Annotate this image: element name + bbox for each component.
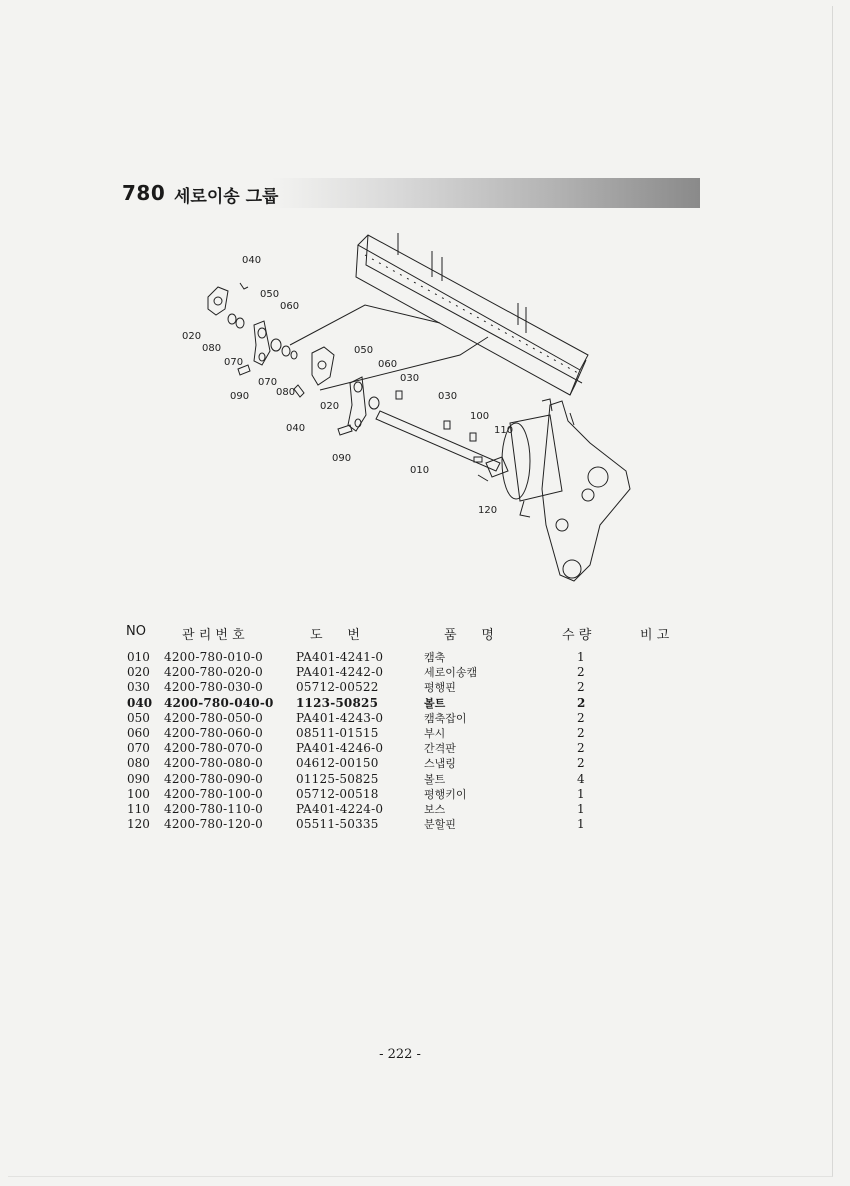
cell-management-number: 4200-780-050-0 [164, 710, 263, 725]
table-row [124, 787, 694, 802]
cell-management-number: 4200-780-090-0 [164, 771, 263, 786]
cell-part-name: 세로이송캠 [424, 666, 478, 680]
section-title: 세로이송 그룹 [174, 187, 279, 207]
page-number: - 222 - [379, 1047, 421, 1062]
cell-part-name: 스냅링 [424, 757, 456, 771]
header-quantity: 수 량 [562, 628, 592, 643]
callout-060: 060 [280, 301, 300, 312]
cell-part-name: 캠축 [424, 651, 446, 664]
header-remarks: 비 고 [640, 628, 670, 643]
section-number: 780 [122, 181, 166, 205]
cell-management-number: 4200-780-100-0 [164, 786, 263, 801]
table-row [124, 817, 694, 832]
cell-management-number: 4200-780-030-0 [164, 680, 263, 695]
cell-part-name: 평행핀 [424, 681, 456, 695]
cell-drawing-number: PA401-4241-0 [296, 650, 384, 664]
cell-drawing-number: 05712-00522 [296, 680, 379, 695]
header-no: NO [126, 624, 146, 639]
cell-management-number: 4200-780-080-0 [164, 756, 263, 771]
table-row [124, 726, 694, 741]
cell-quantity: 1 [577, 801, 585, 816]
parts-table [124, 624, 694, 832]
cell-part-name: 볼트 [424, 696, 446, 710]
table-header [124, 624, 694, 646]
callout-080: 080 [276, 387, 296, 398]
cell-management-number: 4200-780-020-0 [164, 665, 263, 680]
cell-drawing-number: 05511-50335 [296, 817, 379, 832]
cell-part-name: 간격판 [424, 742, 456, 756]
callout-020: 020 [182, 331, 202, 342]
table-row [124, 650, 694, 665]
cell-no: 090 [127, 771, 150, 786]
cell-quantity: 2 [577, 756, 585, 771]
cell-part-name: 평행키이 [424, 787, 467, 801]
exploded-parts-diagram [170, 225, 650, 595]
callout-110: 110 [494, 425, 514, 436]
cam-left [208, 283, 248, 315]
callout-030: 030 [400, 373, 420, 384]
cell-management-number: 4200-780-060-0 [164, 725, 263, 740]
table-row [124, 772, 694, 787]
callout-040: 040 [286, 423, 306, 434]
callout-090: 090 [332, 453, 352, 464]
header-management-number: 관 리 번 호 [182, 628, 245, 643]
callout-070: 070 [224, 357, 244, 368]
cell-quantity: 1 [577, 817, 585, 832]
table-row [124, 741, 694, 756]
table-row [124, 802, 694, 817]
cell-part-name: 볼트 [424, 772, 446, 786]
gearbox [502, 399, 630, 581]
cell-quantity: 4 [577, 771, 585, 786]
cell-drawing-number: 08511-01515 [296, 725, 379, 740]
cell-drawing-number: PA401-4224-0 [296, 801, 384, 816]
cell-drawing-number: 1123-50825 [296, 695, 379, 710]
cell-drawing-number: PA401-4246-0 [296, 741, 384, 756]
cell-no: 080 [127, 756, 150, 771]
header-drawing-number: 도 번 [310, 628, 360, 643]
callout-090: 090 [230, 391, 250, 402]
frame-rail [356, 233, 588, 395]
callout-010: 010 [410, 465, 430, 476]
cell-drawing-number: PA401-4243-0 [296, 710, 384, 725]
cell-quantity: 2 [577, 665, 585, 680]
cell-quantity: 2 [577, 725, 585, 740]
cell-no: 050 [127, 710, 150, 725]
callout-080: 080 [202, 343, 222, 354]
callout-100: 100 [470, 411, 490, 422]
cell-no: 100 [127, 786, 150, 801]
callout-040: 040 [242, 255, 262, 266]
table-body [124, 650, 694, 832]
cell-management-number: 4200-780-040-0 [164, 695, 274, 710]
title-gradient-bar [272, 178, 700, 208]
cell-no: 020 [127, 665, 150, 680]
table-row [124, 756, 694, 771]
cell-part-name: 부시 [424, 726, 446, 740]
cell-no: 040 [127, 695, 153, 710]
cell-no: 070 [127, 741, 150, 756]
callout-020: 020 [320, 401, 340, 412]
cell-no: 010 [127, 650, 150, 664]
cell-drawing-number: 04612-00150 [296, 756, 379, 771]
callout-060: 060 [378, 359, 398, 370]
table-row [124, 711, 694, 726]
table-row [124, 696, 694, 711]
callout-070: 070 [258, 377, 278, 388]
callout-030: 030 [438, 391, 458, 402]
cell-no: 120 [127, 817, 150, 832]
cell-quantity: 1 [577, 786, 585, 801]
diagram-svg [170, 225, 650, 595]
cell-part-name: 캠축잡이 [424, 711, 467, 725]
cell-part-name: 분할핀 [424, 818, 456, 832]
table-row [124, 680, 694, 695]
cell-no: 110 [127, 801, 150, 816]
section-header [122, 178, 700, 208]
header-part-name: 품 명 [444, 628, 494, 643]
cell-quantity: 2 [577, 710, 585, 725]
callout-050: 050 [260, 289, 280, 300]
cell-management-number: 4200-780-010-0 [164, 650, 263, 664]
callout-120: 120 [478, 505, 498, 516]
cell-part-name: 보스 [424, 802, 446, 816]
cell-no: 060 [127, 725, 150, 740]
cell-quantity: 2 [577, 680, 585, 695]
cell-drawing-number: 05712-00518 [296, 786, 379, 801]
cell-management-number: 4200-780-120-0 [164, 817, 263, 832]
cell-management-number: 4200-780-070-0 [164, 741, 263, 756]
cell-drawing-number: 01125-50825 [296, 771, 379, 786]
cell-quantity: 2 [577, 741, 585, 756]
cell-drawing-number: PA401-4242-0 [296, 665, 384, 680]
callout-050: 050 [354, 345, 374, 356]
cell-quantity: 1 [577, 650, 585, 664]
table-row [124, 665, 694, 680]
cell-management-number: 4200-780-110-0 [164, 801, 263, 816]
cell-no: 030 [127, 680, 150, 695]
cell-quantity: 2 [577, 695, 586, 710]
